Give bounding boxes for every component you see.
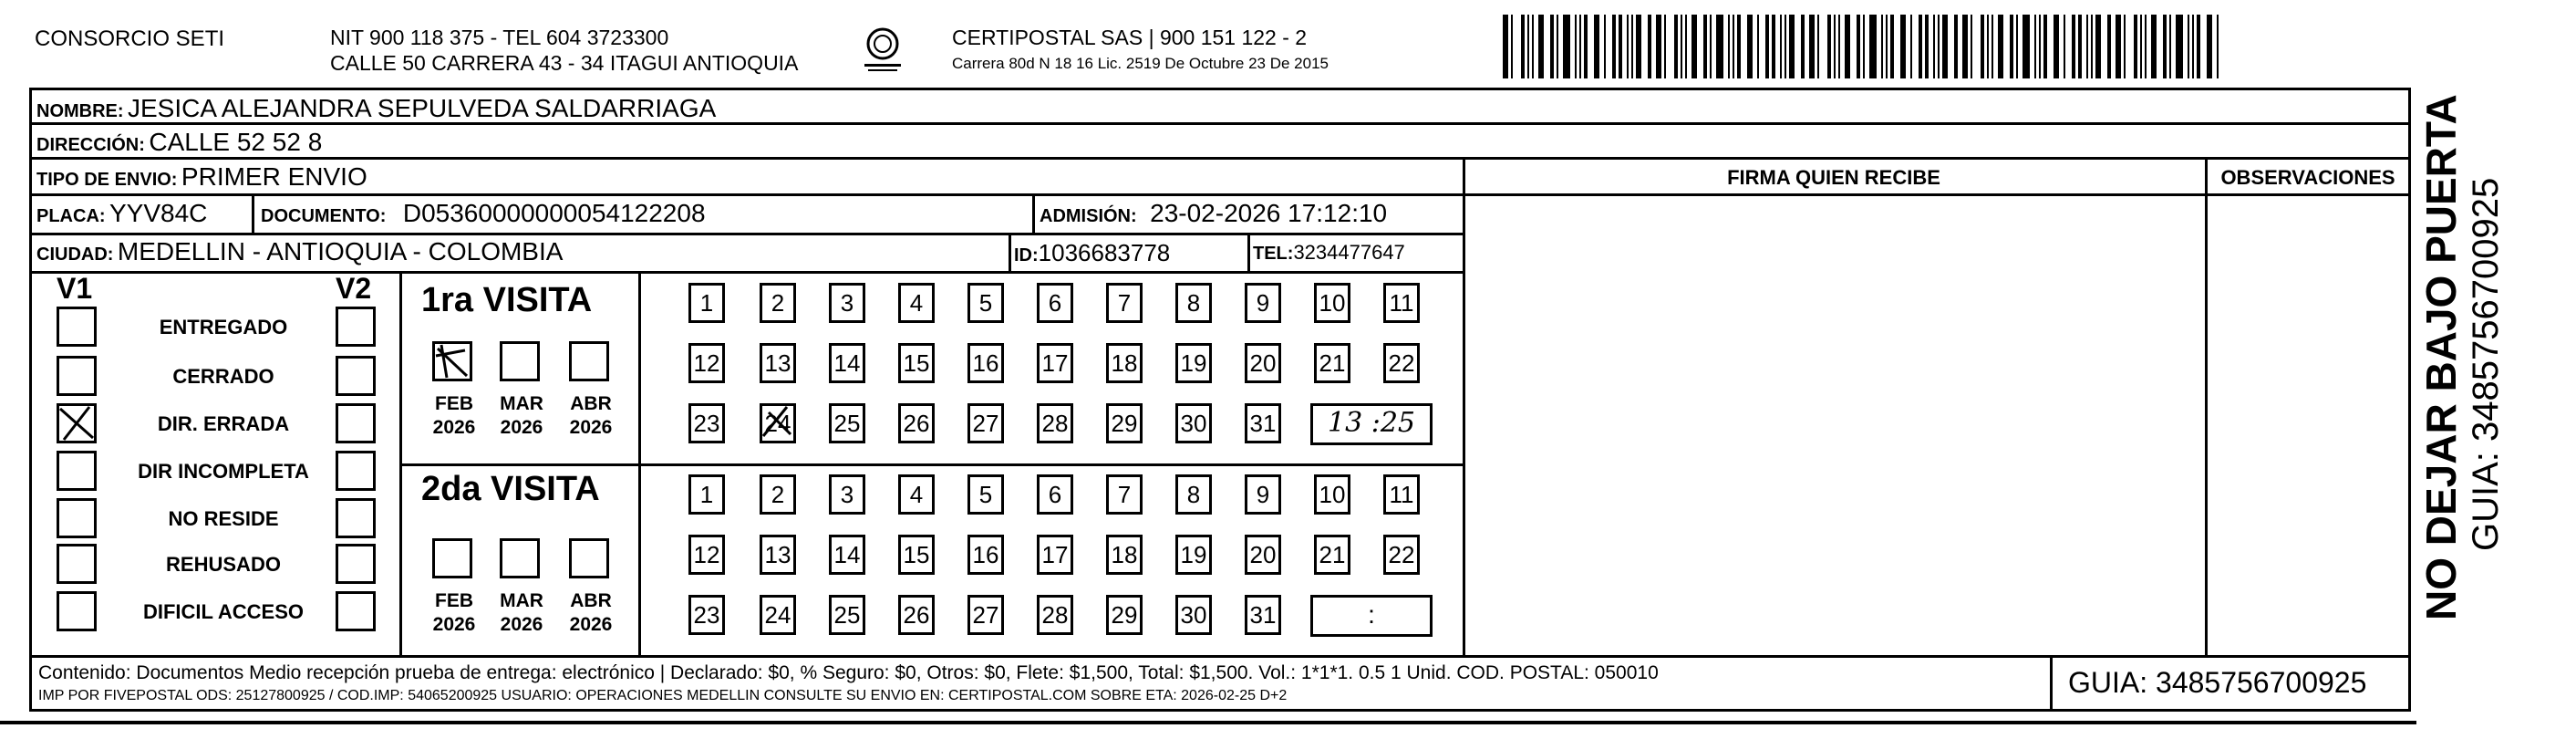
barcode [1503, 15, 2223, 78]
visit2-day-14[interactable]: 14 [829, 535, 865, 575]
v2-checkbox[interactable] [336, 498, 376, 538]
visit2-day-13[interactable]: 13 [760, 535, 796, 575]
visit1-month-box-abr[interactable] [569, 341, 609, 381]
visit1-day-8[interactable]: 8 [1175, 283, 1212, 323]
visit2-day-3[interactable]: 3 [829, 474, 865, 515]
direccion-field [36, 128, 322, 157]
visit1-day-6[interactable]: 6 [1037, 283, 1073, 323]
visit1-day-19[interactable]: 19 [1175, 343, 1212, 383]
visit1-day-5[interactable]: 5 [967, 283, 1004, 323]
courier-logo-icon [855, 24, 910, 78]
visit1-day-9[interactable]: 9 [1245, 283, 1281, 323]
visit2-month-label: FEB 2026 [432, 590, 476, 635]
visit1-day-4[interactable]: 4 [898, 283, 935, 323]
documento-field [261, 199, 706, 228]
visit1-day-23[interactable]: 23 [688, 403, 725, 443]
visit1-day-24[interactable]: 24 [760, 403, 796, 443]
status-option-label: DIR INCOMPLETA [138, 460, 309, 483]
visit2-day-20[interactable]: 20 [1245, 535, 1281, 575]
v2-header: V2 [336, 272, 372, 305]
visit1-day-21[interactable]: 21 [1314, 343, 1350, 383]
visit1-day-12[interactable]: 12 [688, 343, 725, 383]
visit1-day-28[interactable]: 28 [1037, 403, 1073, 443]
status-option-label: CERRADO [172, 365, 274, 388]
visit2-time-field[interactable]: : [1310, 595, 1433, 637]
visit2-day-27[interactable]: 27 [967, 595, 1004, 635]
visit2-day-4[interactable]: 4 [898, 474, 935, 515]
visit2-day-6[interactable]: 6 [1037, 474, 1073, 515]
visit1-day-22[interactable]: 22 [1383, 343, 1420, 383]
visit2-day-9[interactable]: 9 [1245, 474, 1281, 515]
ciudad-label: CIUDAD: [36, 245, 114, 265]
visit2-day-12[interactable]: 12 [688, 535, 725, 575]
tipo-value: PRIMER ENVIO [181, 162, 367, 191]
visit2-month-box-feb[interactable] [432, 538, 472, 578]
visit1-day-13[interactable]: 13 [760, 343, 796, 383]
visit2-day-1[interactable]: 1 [688, 474, 725, 515]
visit1-day-1[interactable]: 1 [688, 283, 725, 323]
visit1-day-18[interactable]: 18 [1106, 343, 1143, 383]
visit2-month-box-abr[interactable] [569, 538, 609, 578]
placa-field [36, 199, 207, 228]
visit2-day-8[interactable]: 8 [1175, 474, 1212, 515]
visit2-day-31[interactable]: 31 [1245, 595, 1281, 635]
v1-checkbox[interactable] [57, 591, 97, 631]
status-option-label: ENTREGADO [159, 316, 288, 338]
visit1-day-29[interactable]: 29 [1106, 403, 1143, 443]
visit1-month-box-mar[interactable] [500, 341, 540, 381]
visit2-day-18[interactable]: 18 [1106, 535, 1143, 575]
visit2-day-24[interactable]: 24 [760, 595, 796, 635]
v1-checkbox[interactable] [57, 498, 97, 538]
v1-checkbox[interactable] [57, 451, 97, 491]
visit1-month-label: MAR 2026 [500, 393, 543, 438]
admision-label: ADMISIÓN: [1040, 206, 1137, 226]
v2-checkbox[interactable] [336, 307, 376, 347]
visit2-month-label: MAR 2026 [500, 590, 543, 635]
v2-checkbox[interactable] [336, 591, 376, 631]
visit1-day-30[interactable]: 30 [1175, 403, 1212, 443]
v1-checkbox[interactable] [57, 544, 97, 584]
visit2-day-2[interactable]: 2 [760, 474, 796, 515]
visit1-day-2[interactable]: 2 [760, 283, 796, 323]
courier-license: Carrera 80d N 18 16 Lic. 2519 De Octubre 23 De 2015 [952, 55, 1329, 72]
footer-imp: IMP POR FIVEPOSTAL ODS: 25127800925 / COD.IMP: 54065200925 USUARIO: OPERACIONES MEDELLIN CONSULTE SU ENVIO EN: CERTIPOSTAL.COM SOBRE ETA: 2026-02-25 D+2 [38, 688, 1288, 703]
v2-checkbox[interactable] [336, 356, 376, 396]
placa-value: YYV84C [109, 199, 208, 227]
visit2-day-26[interactable]: 26 [898, 595, 935, 635]
visit2-month-box-mar[interactable] [500, 538, 540, 578]
visit1-time-field[interactable] [1310, 403, 1433, 445]
visit2-day-10[interactable]: 10 [1314, 474, 1350, 515]
v1-checkbox[interactable] [57, 403, 97, 443]
visit2-day-21[interactable]: 21 [1314, 535, 1350, 575]
documento-label: DOCUMENTO: [261, 206, 387, 226]
documento-value: D05360000000054122208 [402, 199, 706, 227]
id-field [1014, 239, 1170, 267]
visit1-title: 1ra VISITA [421, 281, 593, 319]
tel-value: 3234477647 [1293, 241, 1405, 264]
nombre-value: JESICA ALEJANDRA SEPULVEDA SALDARRIAGA [128, 94, 717, 122]
visit2-month-label: ABR 2026 [569, 590, 613, 635]
visit2-day-28[interactable]: 28 [1037, 595, 1073, 635]
visit1-day-16[interactable]: 16 [967, 343, 1004, 383]
status-option-label: DIR. ERRADA [157, 412, 290, 435]
observaciones-header: OBSERVACIONES [2220, 166, 2395, 189]
visit2-day-11[interactable]: 11 [1383, 474, 1420, 515]
status-option-label: REHUSADO [166, 553, 281, 576]
visit1-day-3[interactable]: 3 [829, 283, 865, 323]
v2-checkbox[interactable] [336, 451, 376, 491]
nombre-label: NOMBRE: [36, 101, 124, 121]
ciudad-value: MEDELLIN - ANTIOQUIA - COLOMBIA [117, 237, 564, 265]
status-option-label: NO RESIDE [168, 507, 279, 530]
tipo-field [36, 162, 367, 192]
tipo-label: TIPO DE ENVIO: [36, 170, 178, 190]
visit1-day-11[interactable]: 11 [1383, 283, 1420, 323]
visit2-day-16[interactable]: 16 [967, 535, 1004, 575]
visit1-day-25[interactable]: 25 [829, 403, 865, 443]
visit1-day-10[interactable]: 10 [1314, 283, 1350, 323]
firma-header: FIRMA QUIEN RECIBE [1727, 166, 1940, 189]
visit2-day-30[interactable]: 30 [1175, 595, 1212, 635]
visit2-title: 2da VISITA [421, 470, 600, 508]
visit2-day-5[interactable]: 5 [967, 474, 1004, 515]
visit2-day-25[interactable]: 25 [829, 595, 865, 635]
v1-checkbox[interactable] [57, 356, 97, 396]
id-label: ID: [1014, 245, 1039, 265]
visit2-day-17[interactable]: 17 [1037, 535, 1073, 575]
visit2-day-29[interactable]: 29 [1106, 595, 1143, 635]
visit1-day-26[interactable]: 26 [898, 403, 935, 443]
visit1-day-7[interactable]: 7 [1106, 283, 1143, 323]
admision-value: 23-02-2026 17:12:10 [1150, 199, 1388, 227]
visit2-day-19[interactable]: 19 [1175, 535, 1212, 575]
side-guia: GUIA: 3485756700925 [2466, 177, 2506, 551]
visit2-day-7[interactable]: 7 [1106, 474, 1143, 515]
visit2-day-15[interactable]: 15 [898, 535, 935, 575]
visit2-day-23[interactable]: 23 [688, 595, 725, 635]
visit1-day-17[interactable]: 17 [1037, 343, 1073, 383]
side-warning: NO DEJAR BAJO PUERTA [2417, 94, 2465, 620]
visit1-day-27[interactable]: 27 [967, 403, 1004, 443]
admision-field [1040, 199, 1387, 228]
visit1-time-handwritten: 13 :25 [1328, 407, 1415, 439]
v2-checkbox[interactable] [336, 544, 376, 584]
tel-field [1253, 241, 1405, 265]
sender-address: CALLE 50 CARRERA 43 - 34 ITAGUI ANTIOQUIA [330, 51, 799, 75]
visit1-day-14[interactable]: 14 [829, 343, 865, 383]
placa-label: PLACA: [36, 206, 106, 226]
visit1-day-20[interactable]: 20 [1245, 343, 1281, 383]
tel-label: TEL: [1253, 244, 1294, 264]
v2-checkbox[interactable] [336, 403, 376, 443]
sender-name: CONSORCIO SETI [35, 26, 225, 51]
visit1-month-box-feb[interactable] [432, 341, 472, 381]
visit1-month-label: ABR 2026 [569, 393, 613, 438]
visit1-month-label: FEB 2026 [432, 393, 476, 438]
id-value: 1036683778 [1038, 239, 1171, 266]
footer-contents: Contenido: Documentos Medio recepción prueba de entrega: electrónico | Declarado: $0, % Seguro: $0, Otros: $0, Flete: $1,500, Total: $1,500. Vol.: 1*1*1. 0.5 1 Unid. COD. POSTAL: 050010 [38, 662, 1659, 683]
ciudad-field [36, 237, 563, 266]
visit2-day-22[interactable]: 22 [1383, 535, 1420, 575]
footer-guia: GUIA: 3485756700925 [2068, 666, 2367, 699]
visit1-day-15[interactable]: 15 [898, 343, 935, 383]
visit1-day-31[interactable]: 31 [1245, 403, 1281, 443]
status-option-label: DIFICIL ACCESO [142, 600, 304, 623]
direccion-label: DIRECCIÓN: [36, 135, 145, 155]
sender-nit: NIT 900 118 375 - TEL 604 3723300 [330, 26, 669, 49]
courier-name: CERTIPOSTAL SAS | 900 151 122 - 2 [952, 26, 1308, 49]
v1-header: V1 [57, 272, 93, 305]
direccion-value: CALLE 52 52 8 [149, 128, 323, 156]
nombre-field [36, 94, 716, 123]
v1-checkbox[interactable] [57, 307, 97, 347]
